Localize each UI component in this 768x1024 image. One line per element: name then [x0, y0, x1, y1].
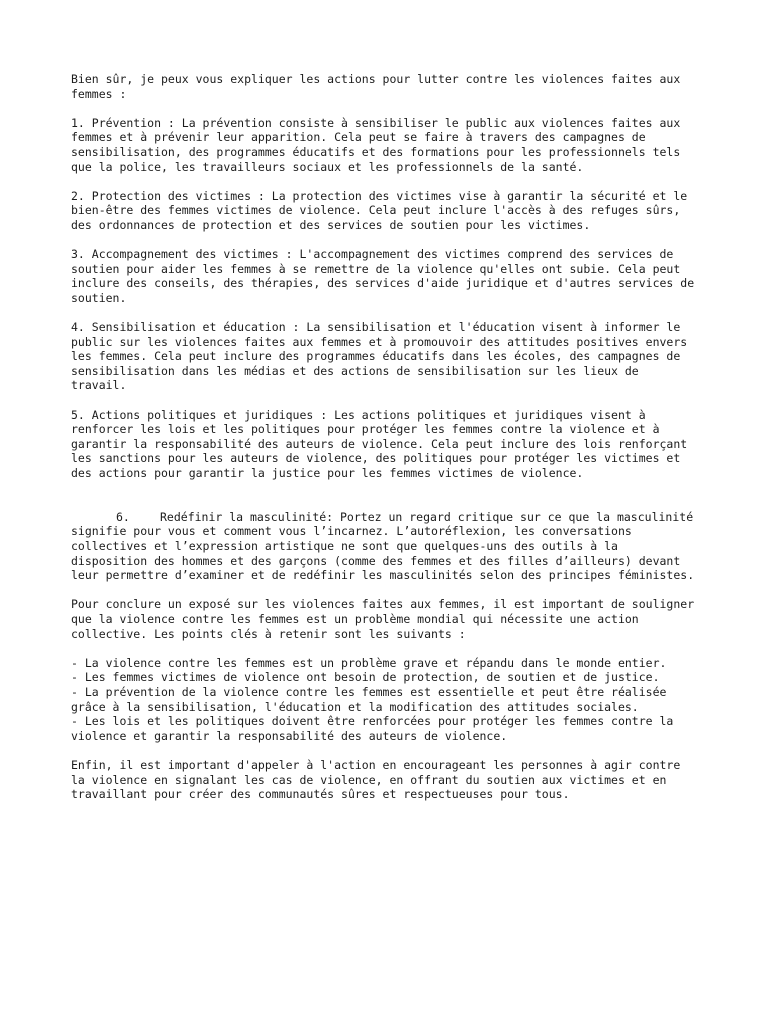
key-point: - La violence contre les femmes est un problème grave et répandu dans le monde entier.	[71, 655, 667, 670]
item-actions-politiques: 5. Actions politiques et juridiques : Les actions politiques et juridiques visent à renforcer les lois et les politiques pour protéger les femmes contre la violence et à garantir la responsabilité des auteurs de violence. Cela peut inclure des lois renforçant les sanctions pour les auteurs de violence, des politiques pour protéger les victimes et des actions pour garantir la justice pour les femmes victimes de violence.	[71, 407, 688, 481]
closing-paragraph: Enfin, il est important d'appeler à l'action en encourageant les personnes à agir contre la violence en signalant les cas de violence, en offrant du soutien aux victimes et en travaillant pour créer des communautés sûres et respectueuses pour tous.	[71, 757, 681, 802]
item-sensibilisation: 4. Sensibilisation et éducation : La sensibilisation et l'éducation visent à informer le public sur les violences faites aux femmes et à promouvoir des attitudes positives envers les femmes. Cela peut inclure des programmes éducatifs dans les écoles, des campagnes de sensibilisation dans les médias et des actions de sensibilisation sur les lieux de travail.	[71, 320, 688, 393]
document-body	[71, 72, 701, 816]
item-masculinite-number: 6.	[116, 509, 130, 524]
key-point: - Les lois et les politiques doivent être renforcées pour protéger les femmes contre la violence et garantir la responsabilité des auteurs de violence.	[71, 714, 674, 743]
item-prevention: 1. Prévention : La prévention consiste à sensibiliser le public aux violences faites aux femmes et à prévenir leur apparition. Cela peut se faire à travers des campagnes de sensibilisation, des programmes éducatifs et des formations pour les professionnels tels que la police, les travailleurs sociaux et les professionnels de la santé.	[71, 115, 681, 174]
item-masculinite-text: Redéfinir la masculinité: Portez un regard critique sur ce que la masculinité signifie pour vous et comment vous l’incarnez. L’autoréflexion, les conversations collectives et l’expression artistique ne sont que quelques-uns des outils à la disposition des hommes et des garçons (comme des femmes et des filles d’ailleurs) devant leur permettre d’examiner et de redéfinir les masculinités selon des principes féministes.	[71, 509, 695, 583]
key-point: - La prévention de la violence contre les femmes est essentielle et peut être réalisée grâce à la sensibilisation, l'éducation et la modification des attitudes sociales.	[71, 684, 667, 714]
item-protection: 2. Protection des victimes : La protection des victimes vise à garantir la sécurité et le bien-être des femmes victimes de violence. Cela peut inclure l'accès à des refuges sûrs, des ordonnances de protection et des services de soutien pour les victimes.	[71, 188, 688, 232]
key-point: - Les femmes victimes de violence ont besoin de protection, de soutien et de justice.	[71, 670, 660, 685]
item-masculinite	[71, 510, 701, 583]
intro-paragraph: Bien sûr, je peux vous expliquer les actions pour lutter contre les violences faites aux femmes :	[71, 72, 681, 101]
item-accompagnement: 3. Accompagnement des victimes : L'accompagnement des victimes comprend des services de soutien pour aider les femmes à se remettre de la violence qu'elles ont subie. Cela peut inclure des conseils, des thérapies, des services d'aide juridique et d'autres services de soutien.	[71, 247, 695, 305]
conclusion-intro: Pour conclure un exposé sur les violences faites aux femmes, il est important de souligner que la violence contre les femmes est un problème mondial qui nécessite une action collective. Les points clés à retenir sont les suivants :	[71, 597, 695, 641]
key-points-list	[71, 656, 701, 744]
